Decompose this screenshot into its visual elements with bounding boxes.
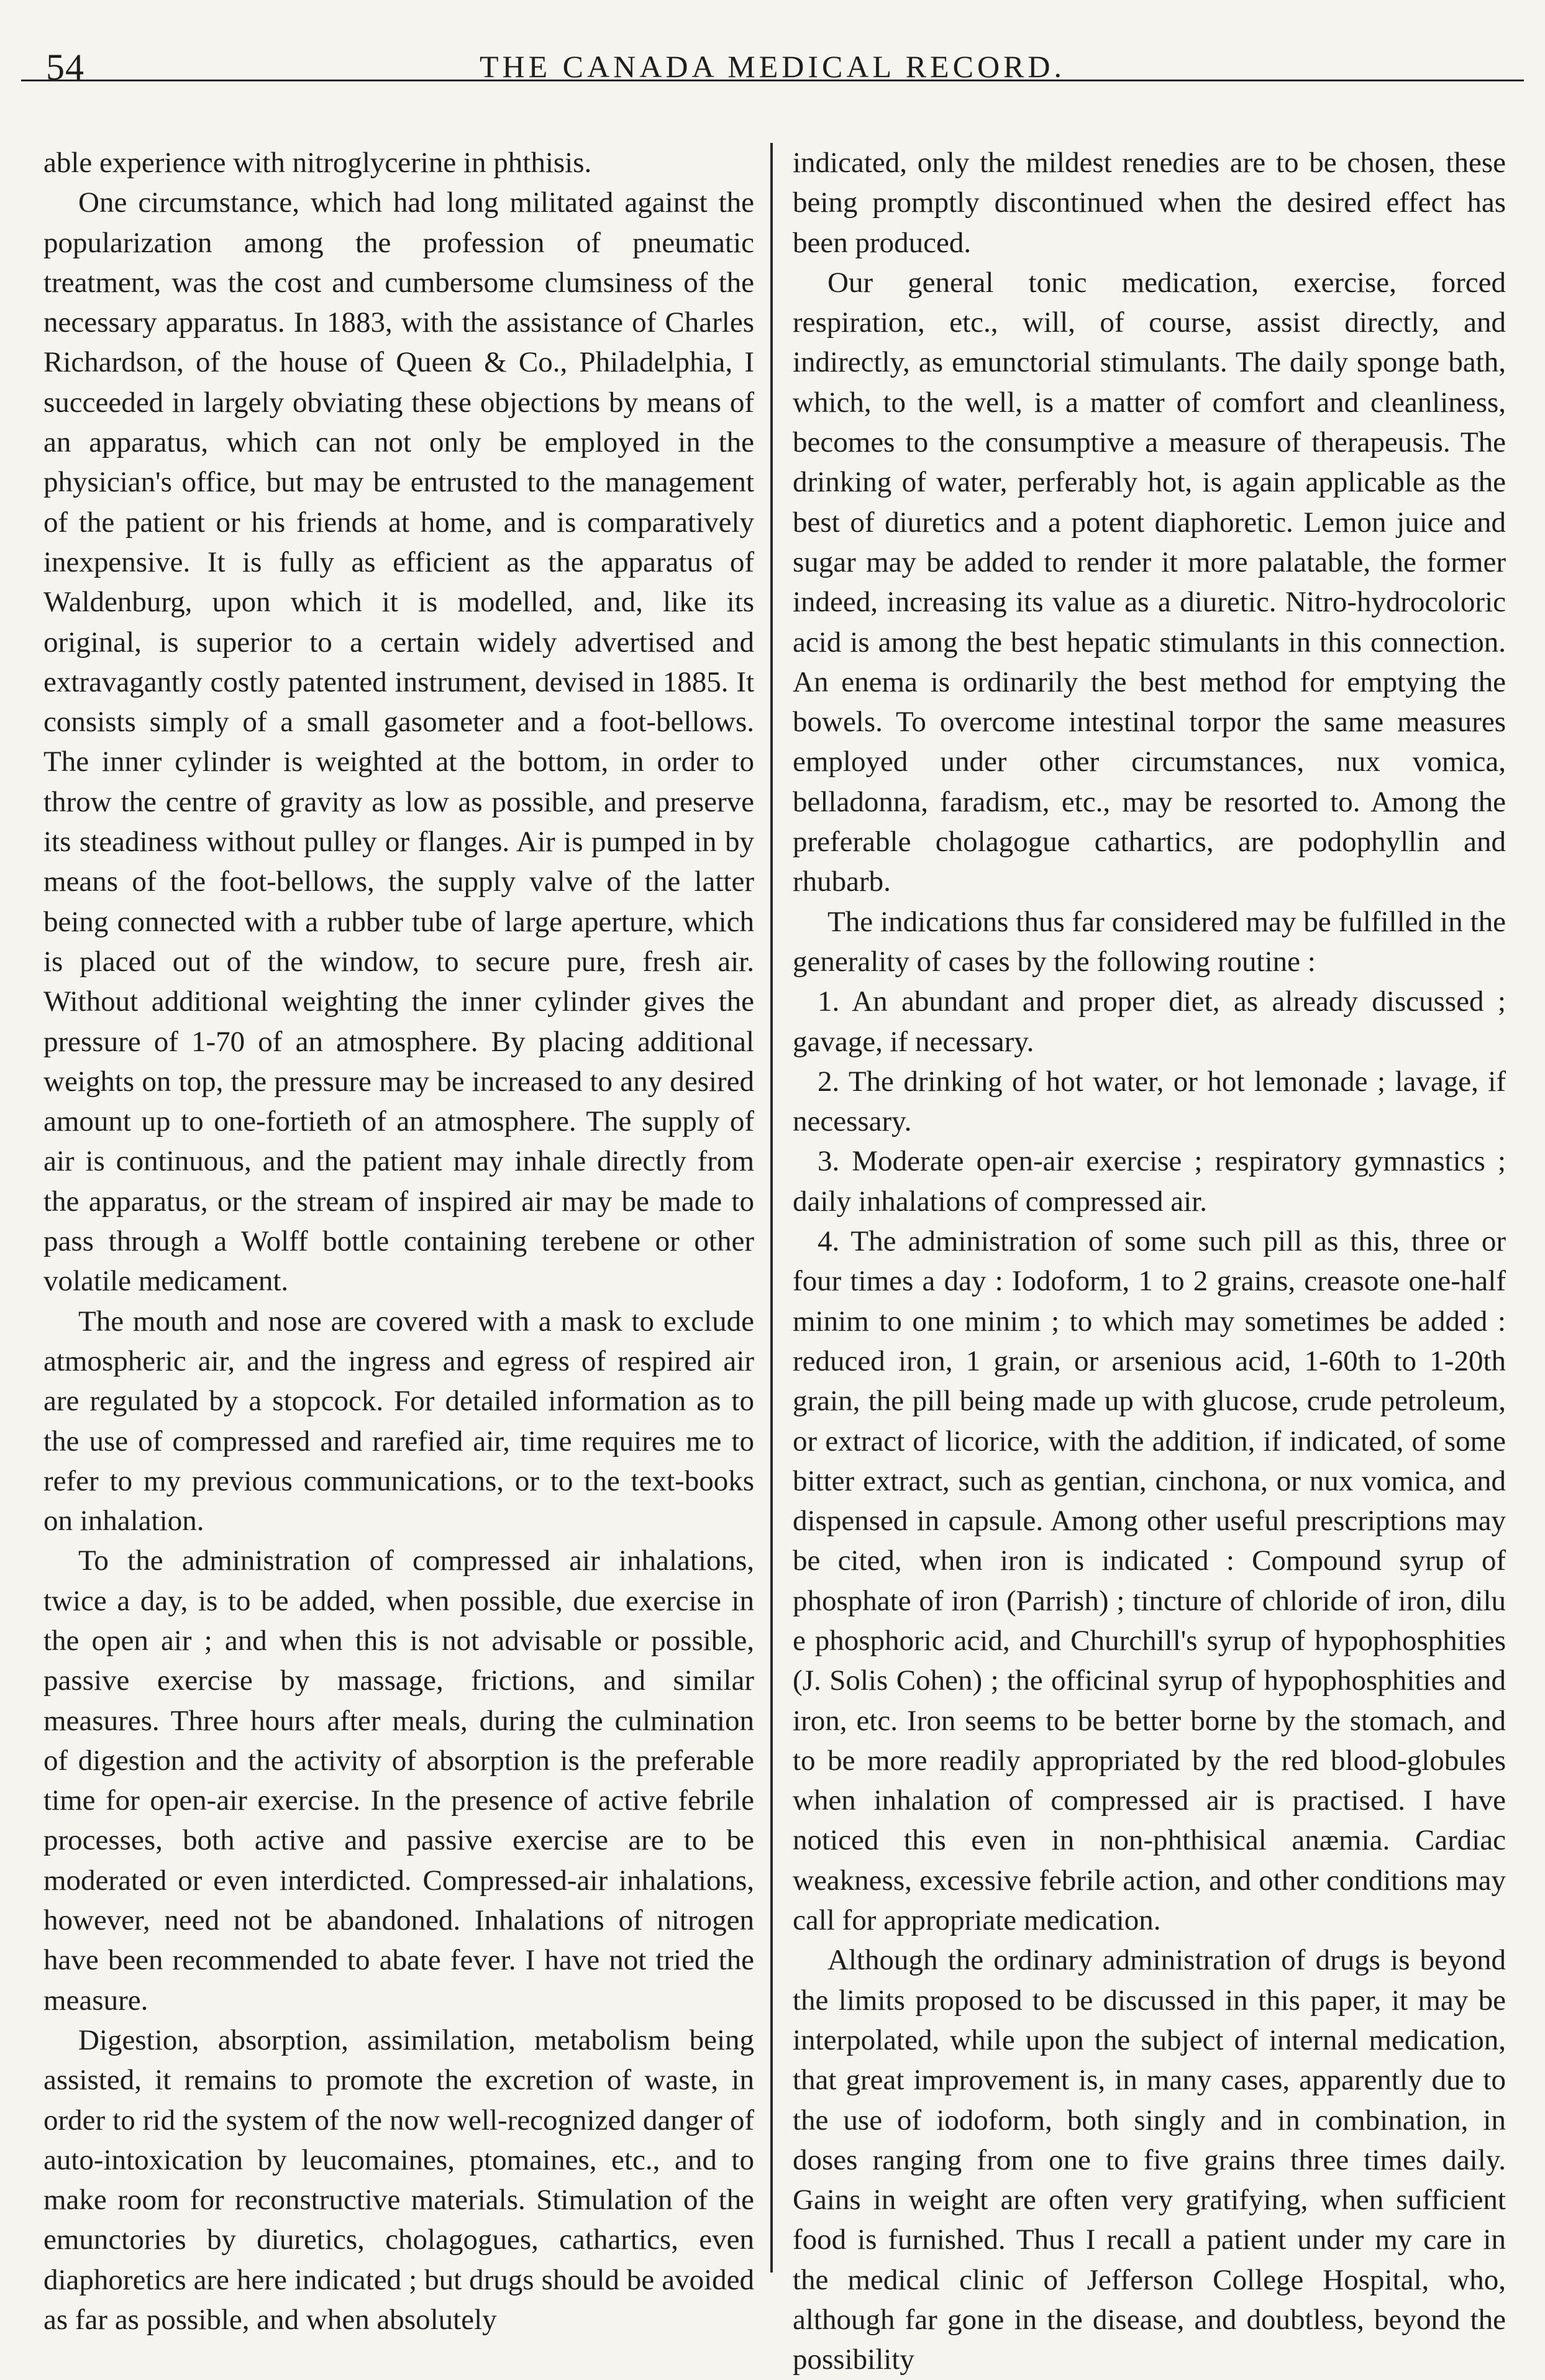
- paragraph: Although the ordinary administration of drugs is beyond the limits proposed to be discussed in this paper, it may be interpolated, while upon the subject of internal medication, that great improvement is, in many cases, apparently due to the use of iodoform, both singly and in combination, in doses ranging from one to five grains three times daily. Gains in weight are often very gratifying, when sufficient food is furnished. Thus I recall a patient under my care in the medical clinic of Jefferson College Hospital, who, although far gone in the disease, and doubtless, beyond the possibility: [793, 1944, 1506, 2376]
- paragraph: able experience with nitroglycerine in phthisis.: [43, 147, 592, 179]
- left-column: [25, 143, 768, 2337]
- running-title: THE CANADA MEDICAL RECORD.: [479, 49, 1066, 84]
- paragraph: Digestion, absorption, assimilation, metabolism being assisted, it remains to promote the excretion of waste, in order to rid the system of the now well-recognized danger of auto-intoxication by leucomaines, ptomaines, etc., and to make room for reconstructive materials. Stimulation of the emunctories by diuretics, cholagogues, cathartics, even diaphoretics are here indicated ; but drugs should be avoided as far as possible, and when absolutely: [43, 2023, 754, 2337]
- paragraph: One circumstance, which had long militated against the popularization among the profession of pneumatic treatment, was the cost and cumbersome clumsiness of the necessary apparatus. In 1883, with the assistance of Charles Richardson, of the house of Queen & Co., Philadelphia, I succeeded in largely obviating these objections by means of an apparatus, which can not only be employed in the physician's office, but may be entrusted to the management of the patient or his friends at home, and is comparatively inexpensive. It is fully as efficient as the apparatus of Waldenburg, upon which it is modelled, and, like its original, is superior to a certain widely advertised and extravagantly costly patented instrument, devised in 1885. It consists simply of a small gasometer and a foot-bellows. The inner cylinder is weighted at the bottom, in order to throw the centre of gravity as low as possible, and preserve its steadiness without pulley or flanges. Air is pumped in by means of the foot-bellows, the supply valve of the latter being connected with a rubber tube of large aperture, which is placed out of the window, to secure pure, fresh air. Without additional weighting the inner cylinder gives the pressure of 1-70 of an atmosphere. By placing additional weights on top, the pressure may be increased to any desired amount up to one-fortieth of an atmosphere. The supply of air is continuous, and the patient may inhale directly from the apparatus, or the stream of inspired air may be made to pass through a Wolff bottle containing terebene or other volatile medicament.: [43, 186, 754, 1298]
- paragraph: indicated, only the mildest renedies are to be chosen, these being promptly discontinued when the desired effect has been produced.: [793, 147, 1506, 259]
- text-columns: [25, 143, 1520, 2376]
- header-rule: [21, 80, 1524, 81]
- paragraph: To the administration of compressed air inhalations, twice a day, is to be added, when possible, due exercise in the open air ; and when this is not advisable or possible, passive exercise by massage, frictions, and similar measures. Three hours after meals, during the culmination of digestion and the activity of absorption is the preferable time for open-air exercise. In the presence of active febrile processes, both active and passive exercise are to be moderated or even interdicted. Compressed-air inhalations, however, need not be abandoned. Inhalations of nitrogen have been recommended to abate fever. I have not tried the measure.: [43, 1544, 754, 2017]
- list-item: 4. The administration of some such pill as this, three or four times a day : Iodoform, 1 to 2 grains, creasote one-half minim to one minim ; to which may sometimes be added : reduced iron, 1 grain, or arsenious acid, 1-60th to 1-20th grain, the pill being made up with glucose, crude petroleum, or extract of licorice, with the addition, if indicated, of some bitter extract, such as gentian, cinchona, or nux vomica, and dispensed in capsule. Among other useful prescriptions may be cited, when iron is indicated : Compound syrup of phosphate of iron (Parrish) ; tincture of chloride of iron, dilu e phosphoric acid, and Churchill's syrup of hypophosphities (J. Solis Cohen) ; the officinal syrup of hypophosphities and iron, etc. Iron seems to be better borne by the stomach, and to be more readily appropriated by the red blood-globules when inhalation of compressed air is practised. I have noticed this even in non-phthisical anæmia. Cardiac weakness, excessive febrile action, and other conditions may call for appropriate medication.: [793, 1225, 1506, 1937]
- list-item: 1. An abundant and proper diet, as already discussed ; gavage, if necessary.: [793, 985, 1506, 1058]
- paragraph: Our general tonic medication, exercise, forced respiration, etc., will, of course, assist directly, and indirectly, as emunctorial stimulants. The daily sponge bath, which, to the well, is a matter of comfort and cleanliness, becomes to the consumptive a measure of therapeusis. The drinking of water, perferably hot, is again applicable as the best of diuretics and a potent diaphoretic. Lemon juice and sugar may be added to render it more palatable, the former indeed, increasing its value as a diuretic. Nitro-hydrocoloric acid is among the best hepatic stimulants in this connection. An enema is ordinarily the best method for emptying the bowels. To overcome intestinal torpor the same measures employed under other circumstances, nux vomica, belladonna, faradism, etc., may be resorted to. Among the preferable cholagogue cathartics, are podophyllin and rhubarb.: [793, 266, 1506, 898]
- list-item: 3. Moderate open-air exercise ; respiratory gymnastics ; daily inhalations of compressed air.: [793, 1145, 1506, 1218]
- paragraph: The indications thus far considered may be fulfilled in the generality of cases by the following routine :: [793, 905, 1506, 978]
- list-item: 2. The drinking of hot water, or hot lemonade ; lavage, if necessary.: [793, 1065, 1506, 1138]
- page-number: 54: [46, 47, 84, 88]
- column-divider: [770, 143, 773, 2273]
- right-column: [775, 143, 1518, 2376]
- paragraph: The mouth and nose are covered with a mask to exclude atmospheric air, and the ingress and egress of respired air are regulated by a stopcock. For detailed information as to the use of compressed and rarefied air, time requires me to refer to my previous communications, or to the text-books on inhalation.: [43, 1305, 754, 1538]
